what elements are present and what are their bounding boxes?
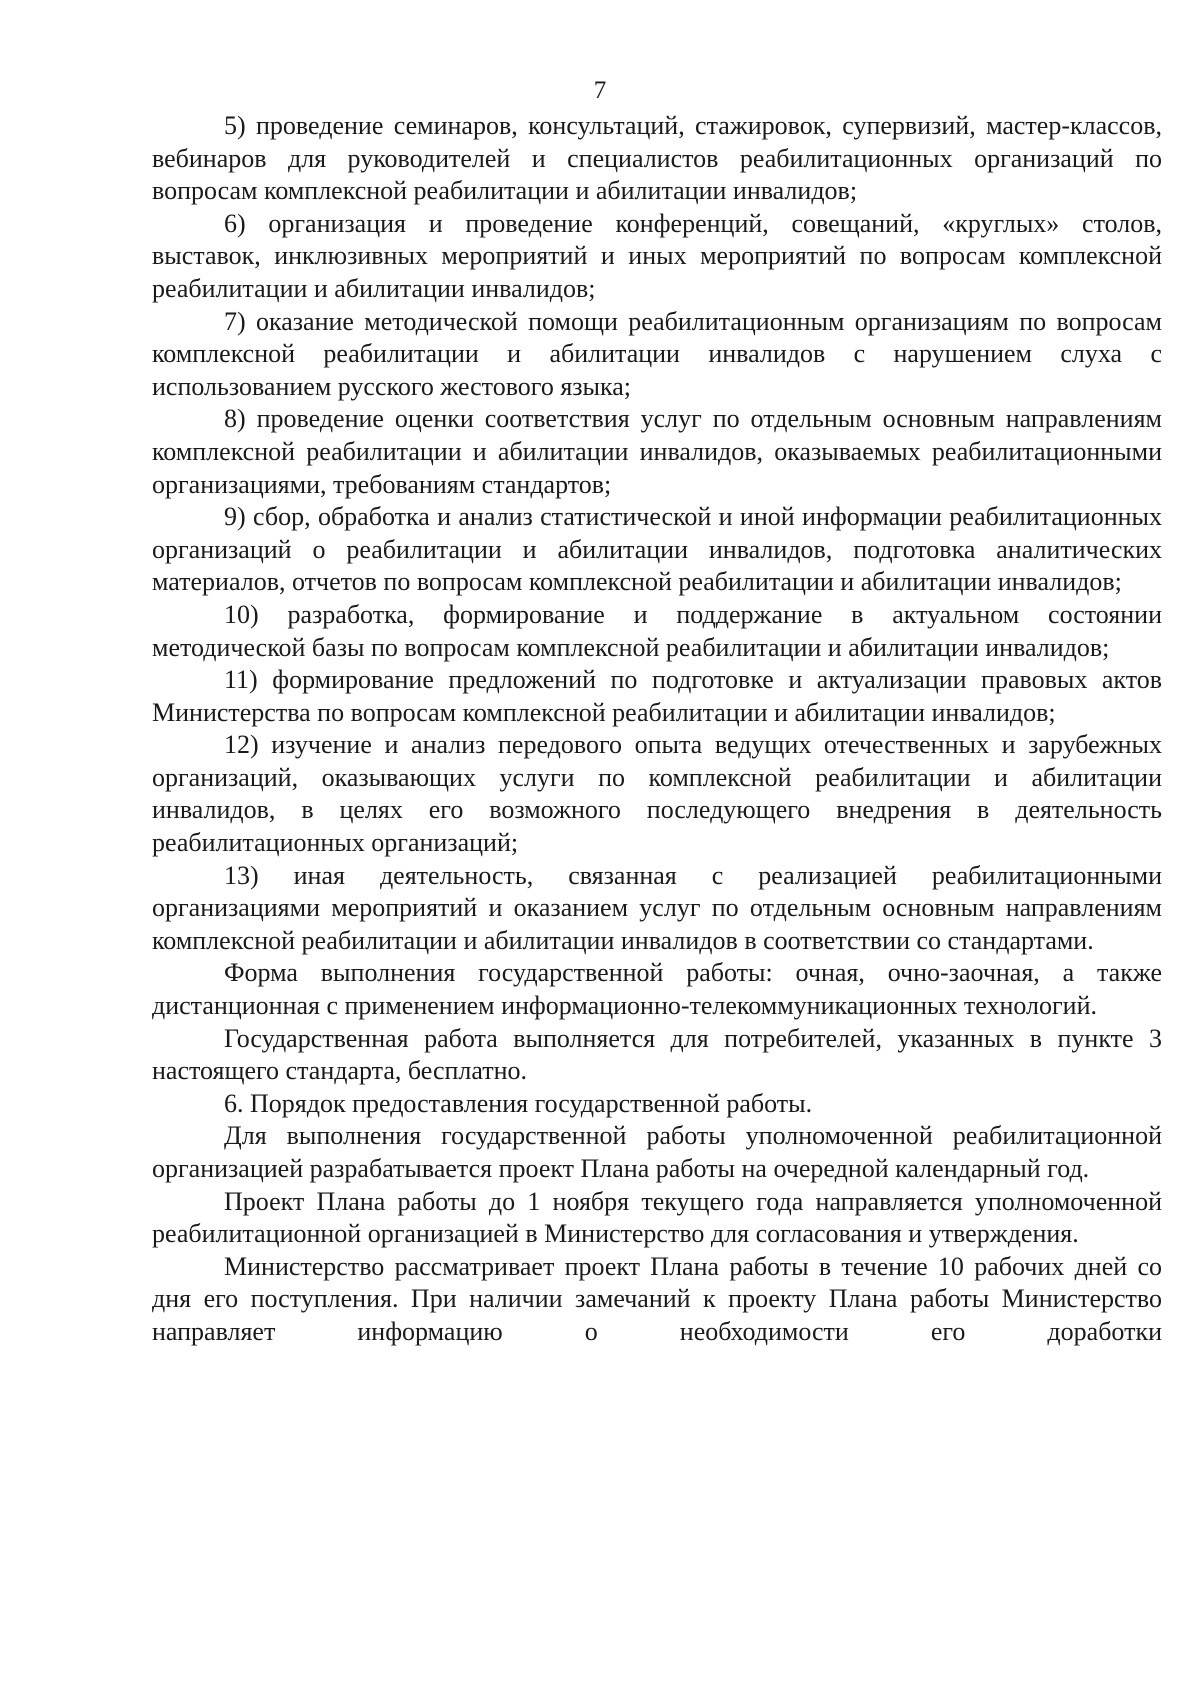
plan-submission-paragraph: Проект Плана работы до 1 ноября текущего года направляется уполномоченной реабилитационной организацией в Министерство для согласования и утверждения. xyxy=(152,1186,1162,1249)
work-plan-paragraph: Для выполнения государственной работы уполномоченной реабилитационной организацией разрабатывается проект Плана работы на очередной календарный год. xyxy=(152,1121,1162,1183)
work-form-paragraph: Форма выполнения государственной работы: очная, очно-заочная, а также дистанционная с применением информационно-телекоммуникационных технологий. xyxy=(152,958,1162,1021)
list-item-6: 6) организация и проведение конференций, совещаний, «круглых» столов, выставок, инклюзивных мероприятий и иных мероприятий по вопросам комплексной реабилитации и абилитации инвалидов; xyxy=(152,208,1162,303)
list-item-12: 12) изучение и анализ передового опыта ведущих отечественных и зарубежных организаций, оказывающих услуги по комплексной реабилитации и абилитации инвалидов, в целях его возможного последующего внедрения в деятельность реабилитационных организаций; xyxy=(152,730,1162,858)
plan-review-paragraph: Министерство рассматривает проект Плана работы в течение 10 рабочих дней со дня его поступления. При наличии замечаний к проекту Плана работы Министерство направляет информацию о необходимости его доработки xyxy=(152,1251,1162,1346)
document-body xyxy=(152,110,1162,1349)
section-heading-6: 6. Порядок предоставления государственной работы. xyxy=(224,1088,813,1118)
list-item-11: 11) формирование предложений по подготовке и актуализации правовых актов Министерства по вопросам комплексной реабилитации и абилитации инвалидов; xyxy=(152,665,1162,727)
free-of-charge-paragraph: Государственная работа выполняется для потребителей, указанных в пункте 3 настоящего стандарта, бесплатно. xyxy=(152,1023,1162,1086)
list-item-7: 7) оказание методической помощи реабилитационным организациям по вопросам комплексной реабилитации и абилитации инвалидов с нарушением слуха с использованием русского жестового языка; xyxy=(152,306,1162,401)
page-number: 7 xyxy=(593,77,607,104)
list-item-5: 5) проведение семинаров, консультаций, стажировок, супервизий, мастер-классов, вебинаров для руководителей и специалистов реабилитационных организаций по вопросам комплексной реабилитации и абилитации инвалидов; xyxy=(152,111,1162,206)
list-item-9: 9) сбор, обработка и анализ статистической и иной информации реабилитационных организаций о реабилитации и абилитации инвалидов, подготовка аналитических материалов, отчетов по вопросам комплексной реабилитации и абилитации инвалидов; xyxy=(152,502,1162,597)
list-item-10: 10) разработка, формирование и поддержание в актуальном состоянии методической базы по вопросам комплексной реабилитации и абилитации инвалидов; xyxy=(152,599,1162,662)
list-item-13: 13) иная деятельность, связанная с реализацией реабилитационными организациями мероприятий и оказанием услуг по отдельным основным направлениям комплексной реабилитации и абилитации инвалидов в соответствии со стандартами. xyxy=(152,860,1162,955)
list-item-8: 8) проведение оценки соответствия услуг по отдельным основным направлениям комплексной реабилитации и абилитации инвалидов, оказываемых реабилитационными организациями, требованиям стандартов; xyxy=(152,404,1162,499)
